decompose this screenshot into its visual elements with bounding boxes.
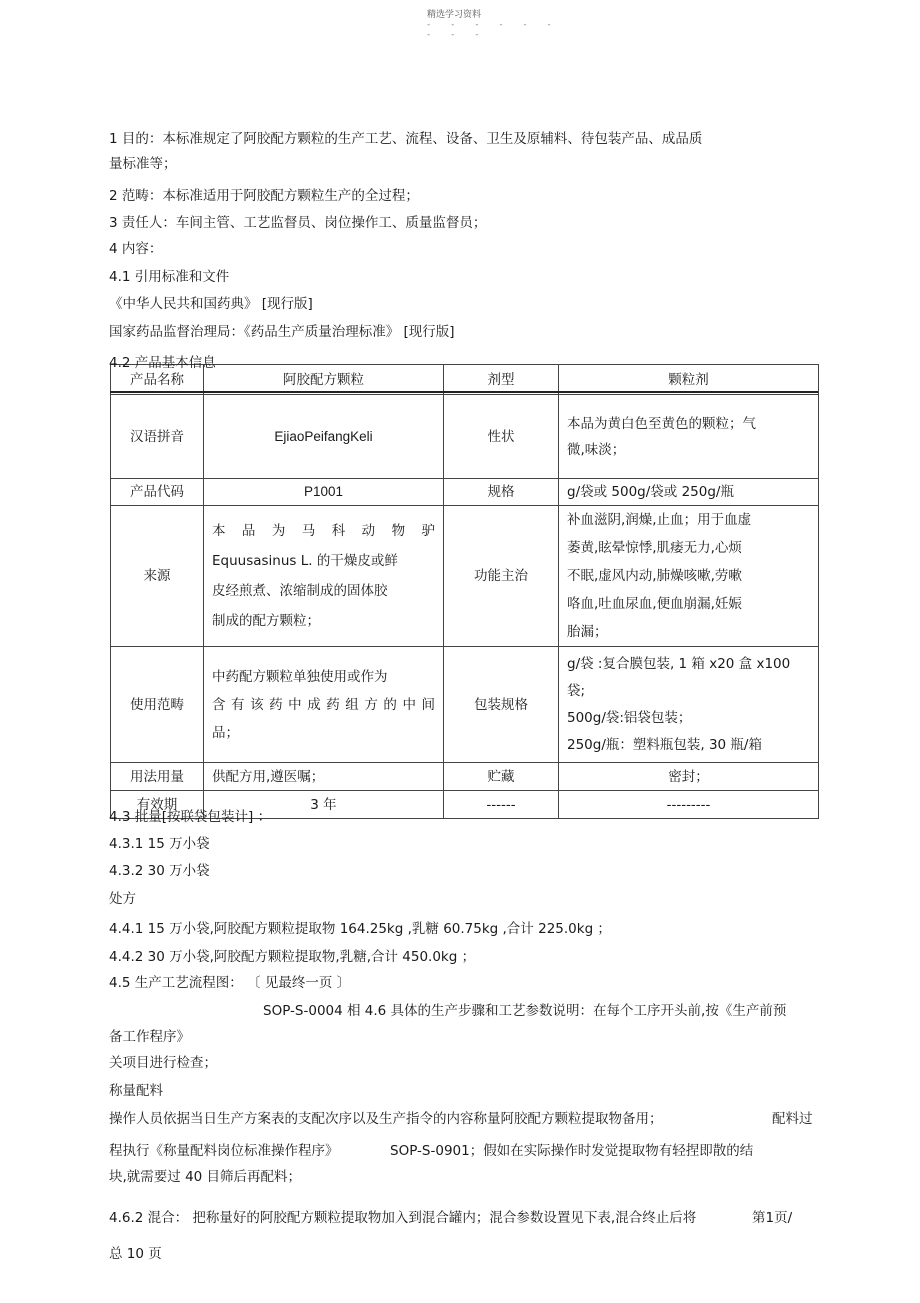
cell-line: 胎漏；: [567, 624, 608, 640]
cell-line: 补血滋阴,润燥,止血；用于血虚: [567, 512, 752, 528]
cell-label: 汉语拼音: [111, 395, 204, 479]
cell-label: 剂型: [444, 365, 559, 395]
section-3-responsible: 3 责任人：车间主管、工艺监督员、岗位操作工、质量监督员；: [109, 215, 487, 231]
header-dashes: - - -: [427, 30, 488, 40]
prescription-heading: 处方: [109, 891, 136, 907]
weighing-para-3: 块,就需要过 40 目筛后再配料；: [109, 1169, 302, 1185]
section-1-purpose-cont: 量标准等；: [109, 156, 177, 172]
cell-label: 用法用量: [111, 763, 204, 791]
cell-value: [559, 395, 819, 479]
product-info-table: [110, 364, 819, 819]
cell-line: 咯血,吐血尿血,便血崩漏,妊娠: [567, 596, 742, 612]
cell-value: P1001: [204, 479, 444, 506]
section-4-4-2: 4.4.2 30 万小袋,阿胶配方颗粒提取物,乳糖,合计 450.0kg ；: [109, 949, 476, 965]
table-row: [111, 479, 819, 506]
cell-label: 使用范畴: [111, 647, 204, 763]
section-4-5-flowchart: 4.5 生产工艺流程图： 〔 见最终一页 〕: [109, 975, 351, 991]
cell-line: 制成的配方颗粒；: [212, 613, 320, 629]
weighing-para-2: 程执行《称量配料岗位标准操作程序》: [109, 1143, 339, 1159]
section-4-6-steps-cont: 备工作程序》: [109, 1029, 190, 1045]
cell-label: 有效期: [111, 791, 204, 819]
section-4-3-1: 4.3.1 15 万小袋: [109, 836, 210, 852]
cell-label: 产品名称: [111, 365, 204, 395]
cell-label: 来源: [111, 506, 204, 647]
cell-value: [559, 506, 819, 647]
reference-gmp: 国家药品监督治理局：《药品生产质量治理标准》 [现行版]: [109, 324, 455, 340]
section-4-6-2-mixing: 4.6.2 混合： 把称量好的阿胶配方颗粒提取物加入到混合罐内；混合参数设置见下表,混合终止后将: [109, 1210, 697, 1226]
cell-value: EjiaoPeifangKeli: [204, 395, 444, 479]
cell-value: [204, 647, 444, 763]
cell-label: 规格: [444, 479, 559, 506]
section-2-scope: 2 范畴：本标准适用于阿胶配方颗粒生产的全过程；: [109, 188, 419, 204]
section-4-4-1: 4.4.1 15 万小袋,阿胶配方颗粒提取物 164.25kg ,乳糖 60.75kg ,合计 225.0kg ；: [109, 921, 611, 937]
cell-line: g/袋 :复合膜包装, 1 箱 x20 盒 x100: [567, 655, 791, 672]
cell-line: 本 品 为 马 科 动 物 驴: [212, 523, 435, 539]
table-row: [111, 395, 819, 479]
cell-line: 微,味淡；: [567, 441, 626, 458]
table-rule: [110, 391, 818, 393]
cell-value: 阿胶配方颗粒: [204, 365, 444, 395]
cell-label: ------: [444, 791, 559, 819]
cell-line: 本品为黄白色至黄色的颗粒；气: [567, 415, 756, 432]
cell-value: 3 年: [204, 791, 444, 819]
section-4-6-steps: SOP-S-0004 相 4.6 具体的生产步骤和工艺参数说明：在每个工序开头前,按《生产前预: [263, 1003, 787, 1019]
section-1-purpose: 1 目的：本标准规定了阿胶配方颗粒的生产工艺、流程、设备、卫生及原辅料、待包装产品、成品质: [109, 131, 703, 147]
cell-label: 贮藏: [444, 763, 559, 791]
cell-line: 品；: [212, 724, 239, 741]
cell-line: 袋;: [567, 682, 586, 699]
header-dashes: - - - - - -: [427, 20, 560, 30]
weighing-para-1-end: 配料过: [772, 1111, 813, 1127]
cell-value: [204, 506, 444, 647]
cell-value: ---------: [559, 791, 819, 819]
section-4-3-batch: 4.3 批量[按联袋包装计] ：: [109, 809, 272, 825]
page-total: 总 10 页: [109, 1246, 162, 1262]
weighing-para-2-sop: SOP-S-0901；假如在实际操作时发觉提取物有轻捏即散的结: [390, 1143, 754, 1159]
cell-value: 供配方用,遵医嘱；: [204, 763, 444, 791]
cell-line: 中药配方颗粒单独使用或作为: [212, 668, 388, 685]
cell-value: 颗粒剂: [559, 365, 819, 395]
cell-line: 萎黄,眩晕惊悸,肌痿无力,心烦: [567, 540, 742, 556]
weighing-heading: 称量配料: [109, 1083, 163, 1099]
cell-value: 密封；: [559, 763, 819, 791]
table-row: [111, 506, 819, 647]
cell-value: [559, 647, 819, 763]
weighing-para-1: 操作人员依据当日生产方案表的支配次序以及生产指令的内容称量阿胶配方颗粒提取物备用；: [109, 1111, 663, 1127]
cell-label: 包装规格: [444, 647, 559, 763]
page-number: 第1页/: [752, 1210, 793, 1226]
cell-value: g/袋或 500g/袋或 250g/瓶: [559, 479, 819, 506]
cell-line: 不眠,虚风内动,肺燥咳嗽,劳嗽: [567, 568, 742, 584]
section-4-3-2: 4.3.2 30 万小袋: [109, 863, 210, 879]
section-4-2-heading: 4.2 产品基本信息: [109, 355, 216, 371]
cell-line: 500g/袋:铝袋包装；: [567, 709, 692, 726]
cell-line: 含 有 该 药 中 成 药 组 方 的 中 间: [212, 696, 435, 713]
section-4-1-heading: 4.1 引用标准和文件: [109, 269, 230, 285]
table-row: [111, 365, 819, 395]
table-row: [111, 763, 819, 791]
cell-label: 产品代码: [111, 479, 204, 506]
cell-label: 性状: [444, 395, 559, 479]
cell-line: 皮经煎煮、浓缩制成的固体胶: [212, 583, 388, 599]
cell-line: 250g/瓶：塑料瓶包装, 30 瓶/箱: [567, 736, 762, 753]
table-row: [111, 647, 819, 763]
section-4-content: 4 内容：: [109, 241, 163, 257]
section-4-6-check: 关项目进行检查；: [109, 1055, 217, 1071]
reference-pharmacopoeia: 《中华人民共和国药典》 [现行版]: [109, 296, 313, 312]
header-title: 精选学习资料: [427, 10, 482, 20]
cell-line: Equusasinus L. 的干燥皮或鲜: [212, 553, 398, 569]
cell-label: 功能主治: [444, 506, 559, 647]
